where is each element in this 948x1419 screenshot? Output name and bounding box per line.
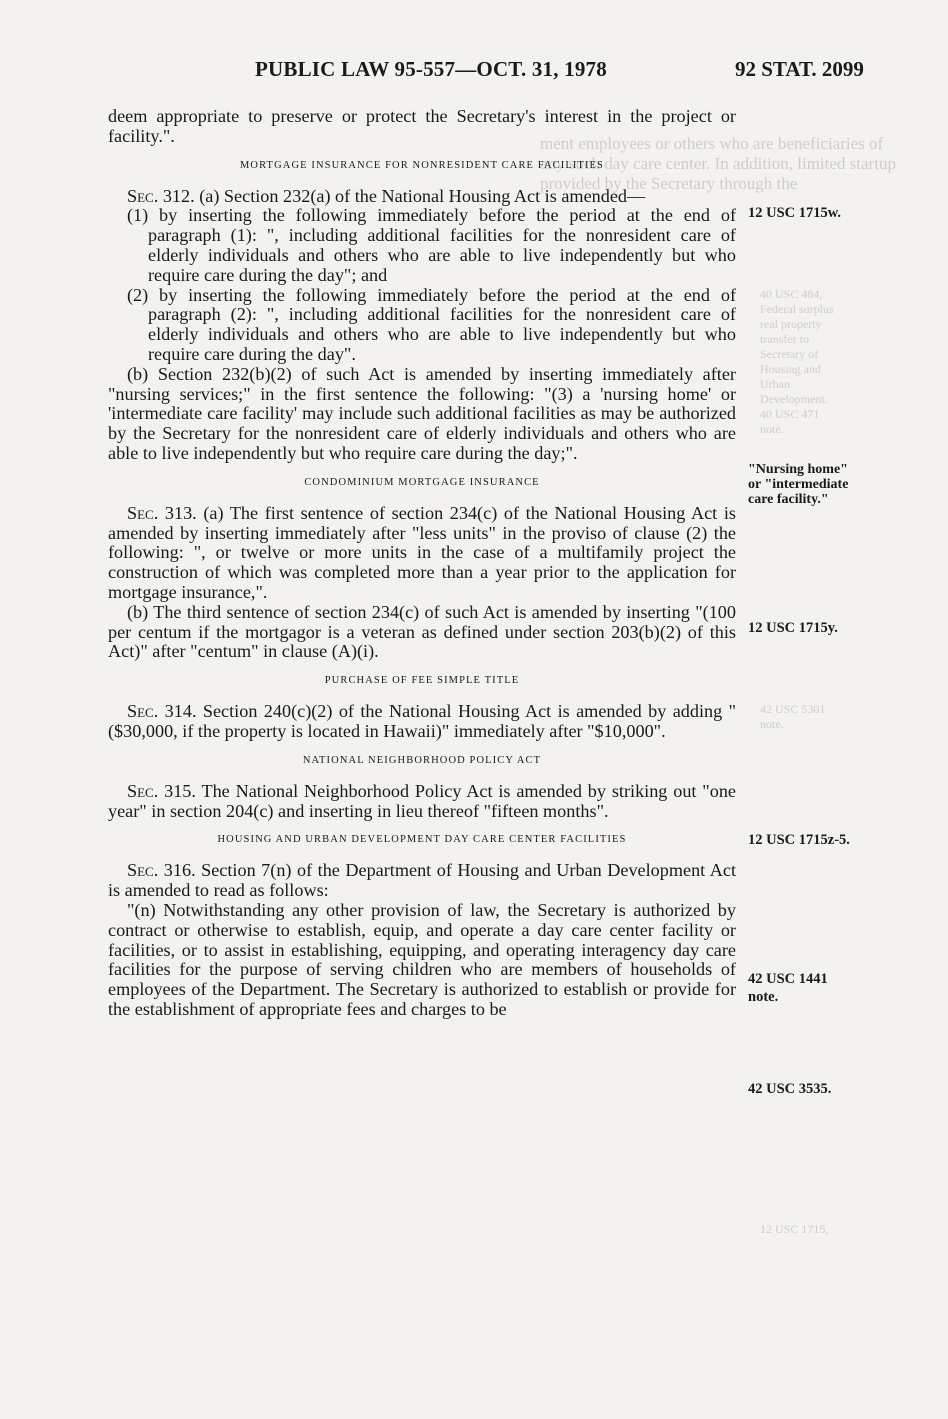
margin-note-42-usc-3535: 42 USC 3535.: [748, 1081, 832, 1097]
section-label: Sec.: [127, 780, 159, 801]
section-caption-315: NATIONAL NEIGHBORHOOD POLICY ACT: [302, 754, 542, 766]
section-312-intro: [108, 187, 736, 207]
section-314-text: [108, 702, 736, 742]
main-text-column: [108, 107, 736, 1020]
section-caption-313: CONDOMINIUM MORTGAGE INSURANCE: [304, 476, 540, 488]
section-label: Sec.: [127, 701, 159, 722]
margin-note-42-usc-1441: 42 USC 1441 note.: [748, 971, 828, 1005]
page-header-title: PUBLIC LAW 95-557—OCT. 31, 1978: [255, 57, 607, 81]
section-316-quoted-text: "(n) Notwithstanding any other provision of law, the Secretary is authorized by contract or otherwise to establish, equip, and operate a day care center facility or facilities, or to assist in establishing, equipping, and operating interagency day care facilities for the purpose of serving children who are members of households of employees of the Department. The Secretary is authorized to establish or provide for the establishment of appropriate fees and charges to be: [108, 899, 736, 1019]
section-315-text: [108, 782, 736, 822]
section-313-subsection-b: (b) The third sentence of section 234(c) of such Act is amended by inserting "(100 per centum if the mortgagor is a veteran as defined under section 203(b)(2) of this Act)" after "centum" in clause (A)(i).: [108, 601, 736, 662]
margin-note-nursing-home: "Nursing home" or "intermediate care facility.": [748, 462, 849, 507]
section-label: Sec.: [127, 185, 159, 206]
section-caption-312: MORTGAGE INSURANCE FOR NONRESIDENT CARE FACILITIES: [239, 159, 605, 171]
section-313-a-text: 313. (a) The first sentence of section 234(c) of the National Housing Act is amended by inserting immediately after "less units" in the proviso of clause (2) the following: ", or twelve or more units in the case of a multifamily project the construction of which was completed more than a year prior to the application for mortgage insurance,".: [108, 502, 736, 602]
section-315-body: 315. The National Neighborhood Policy Act is amended by striking out "one year" in section 204(c) and inserting in lieu thereof "fifteen months".: [108, 780, 736, 821]
opening-paragraph: deem appropriate to preserve or protect the Secretary's interest in the project or facility.".: [108, 106, 736, 146]
section-312-subsection-b: (b) Section 232(b)(2) of such Act is amended by inserting immediately after "nursing services;" in the first sentence the following: "(3) a 'nursing home' or 'intermediate care facility' may include such additional facilities as may be authorized by the Secretary for the nonresident care of elderly individuals and others who are able to live independently but who require care during the day;".: [108, 363, 736, 463]
section-314-body: 314. Section 240(c)(2) of the National Housing Act is amended by adding "($30,000, if the property is located in Hawaii)" immediately after "$10,000".: [108, 701, 736, 741]
section-313-subsection-a: [108, 504, 736, 603]
margin-note-12-usc-1715w: 12 USC 1715w.: [748, 205, 842, 221]
section-label: Sec.: [127, 860, 159, 881]
stat-page-number: 92 STAT. 2099: [735, 57, 864, 81]
margin-note-12-usc-1715z-5: 12 USC 1715z-5.: [748, 832, 850, 848]
section-316-intro: [108, 861, 736, 901]
section-label: Sec.: [127, 502, 159, 523]
section-312-intro-text: 312. (a) Section 232(a) of the National Housing Act is amended—: [158, 185, 646, 206]
section-312-clause-2: (2) by inserting the following immediately before the period at the end of paragraph (2): ", including additional facilities for the nonresident care of elderly individuals and others who are able to live independently but who require care during the day".: [127, 284, 736, 364]
section-312-clause-1: (1) by inserting the following immediately before the period at the end of paragraph (1): ", including additional facilities for the nonresident care of elderly individuals and others who are able to live independently but who require care during the day"; and: [127, 205, 736, 285]
section-316-intro-text: 316. Section 7(n) of the Department of Housing and Urban Development Act is amended to read as follows:: [108, 860, 736, 901]
margin-note-12-usc-1715y: 12 USC 1715y.: [748, 620, 838, 636]
section-caption-316: HOUSING AND URBAN DEVELOPMENT DAY CARE CENTER FACILITIES: [217, 834, 627, 846]
section-caption-314: PURCHASE OF FEE SIMPLE TITLE: [324, 675, 520, 687]
